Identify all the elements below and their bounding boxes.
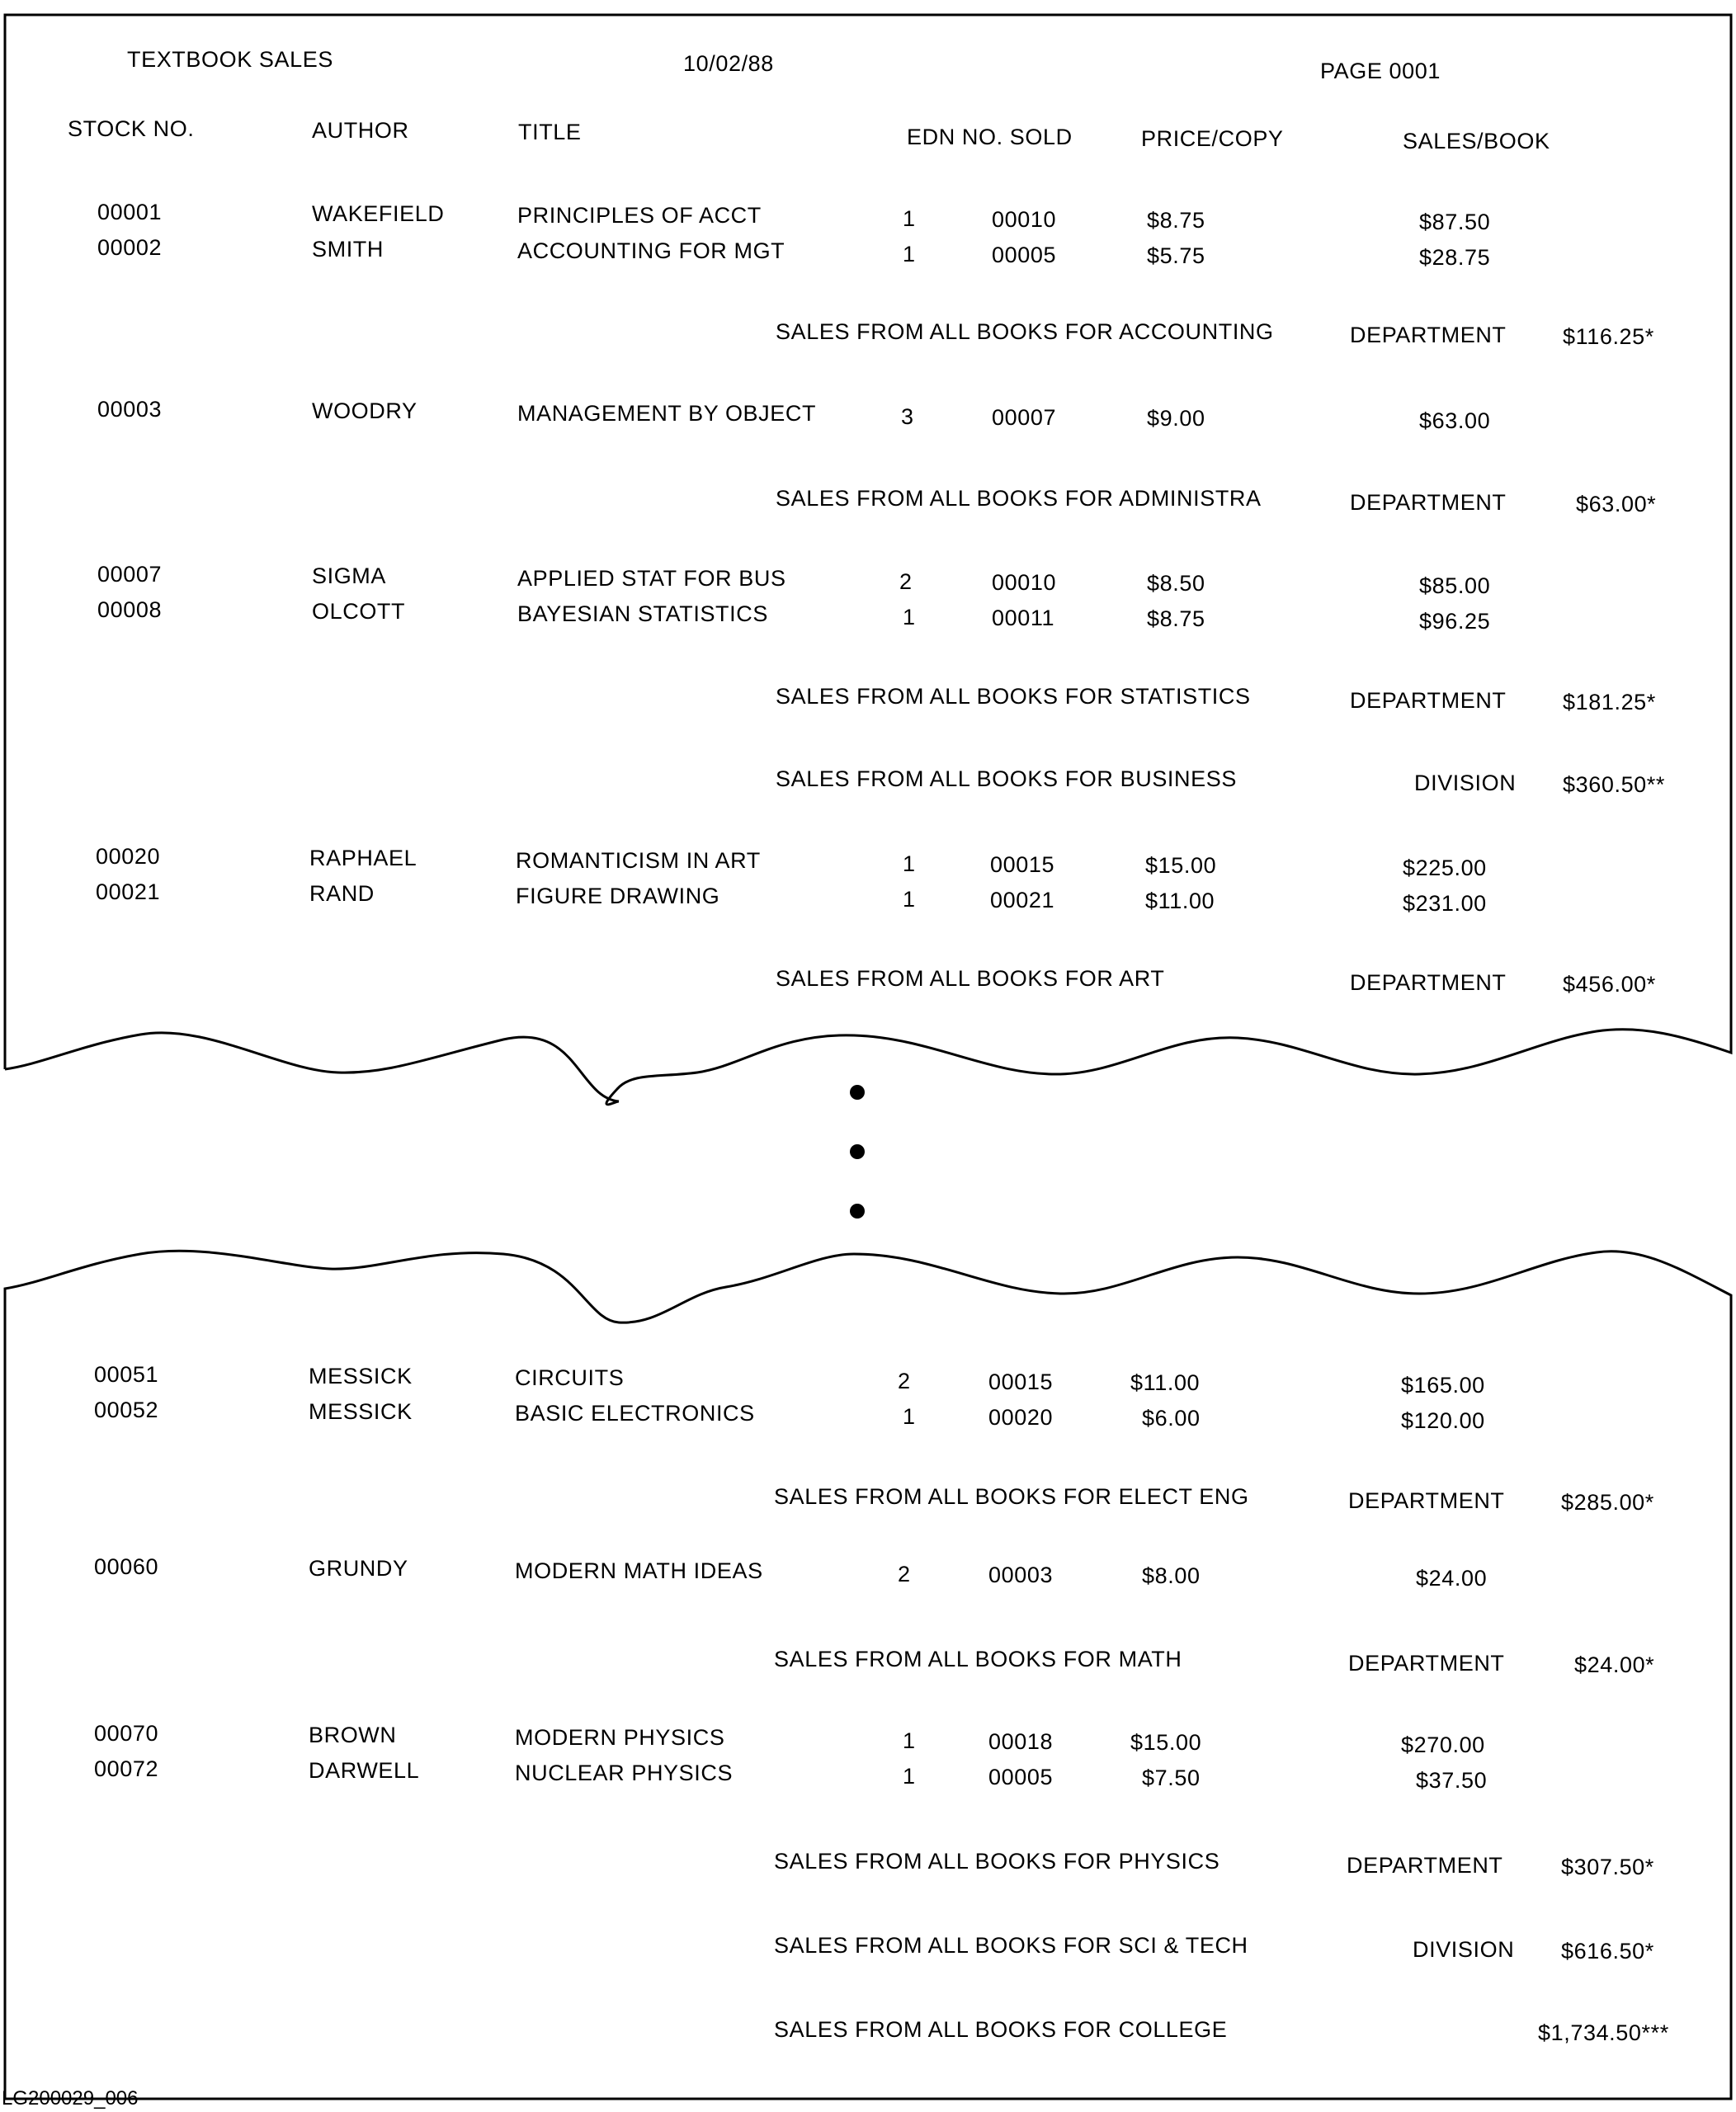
subtotal-level: DEPARTMENT [1347, 1853, 1503, 1878]
row-stock: 00008 [97, 597, 163, 622]
row-edn: 1 [903, 851, 916, 876]
row-title: CIRCUITS [515, 1365, 625, 1390]
row-author: BROWN [309, 1723, 397, 1747]
report-date: 10/02/88 [683, 51, 774, 76]
subtotal-amount: $181.25* [1563, 690, 1656, 714]
row-author: DARWELL [309, 1758, 420, 1783]
row-sold: 00005 [992, 243, 1057, 267]
row-sales: $165.00 [1401, 1373, 1485, 1398]
row-edn: 2 [899, 569, 913, 594]
row-edn: 2 [898, 1562, 911, 1586]
row-edn: 1 [903, 242, 916, 266]
subtotal-amount: $360.50** [1563, 772, 1666, 797]
row-price: $15.00 [1145, 853, 1217, 878]
row-sold: 00015 [988, 1370, 1054, 1394]
row-author: WAKEFIELD [312, 201, 445, 226]
row-edn: 2 [898, 1369, 911, 1393]
row-title: BASIC ELECTRONICS [515, 1401, 755, 1426]
row-edn: 1 [903, 1764, 916, 1789]
subtotal-level: DEPARTMENT [1350, 970, 1507, 995]
row-sales: $28.75 [1419, 245, 1491, 270]
row-sales: $96.25 [1419, 609, 1491, 634]
row-edn: 1 [903, 887, 916, 912]
row-sales: $120.00 [1401, 1408, 1485, 1433]
row-title: PRINCIPLES OF ACCT [517, 203, 762, 228]
row-author: OLCOTT [312, 599, 406, 624]
subtotal-level: DEPARTMENT [1350, 688, 1507, 713]
row-sales: $231.00 [1403, 891, 1487, 916]
row-edn: 1 [903, 1404, 916, 1429]
row-stock: 00052 [94, 1398, 159, 1422]
row-sold: 00007 [992, 405, 1057, 430]
row-stock: 00021 [96, 879, 161, 904]
row-sold: 00021 [990, 888, 1055, 912]
row-title: BAYESIAN STATISTICS [517, 601, 768, 626]
subtotal-amount: $456.00* [1563, 972, 1656, 997]
subtotal-level: DIVISION [1413, 1937, 1515, 1962]
grand-total-label: SALES FROM ALL BOOKS FOR COLLEGE [774, 2017, 1228, 2042]
subtotal-level: DEPARTMENT [1348, 1651, 1505, 1676]
ellipsis-dot [850, 1144, 865, 1159]
row-author: GRUNDY [309, 1556, 408, 1581]
subtotal-label: SALES FROM ALL BOOKS FOR ACCOUNTING [776, 319, 1274, 344]
subtotal-level: DEPARTMENT [1350, 323, 1507, 347]
row-price: $11.00 [1145, 889, 1215, 913]
row-edn: 1 [903, 1728, 916, 1753]
row-stock: 00060 [94, 1554, 159, 1579]
row-stock: 00070 [94, 1721, 159, 1746]
row-edn: 1 [903, 605, 916, 629]
row-price: $9.00 [1147, 406, 1205, 431]
subtotal-label: SALES FROM ALL BOOKS FOR BUSINESS [776, 766, 1237, 791]
top-sheet-outline [5, 15, 1731, 1105]
header-edn-no-sold: EDN NO. SOLD [907, 125, 1073, 149]
row-title: NUCLEAR PHYSICS [515, 1761, 734, 1785]
row-sold: 00010 [992, 207, 1057, 232]
row-author: MESSICK [309, 1399, 413, 1424]
grand-total-amount: $1,734.50*** [1538, 2020, 1669, 2045]
row-title: ACCOUNTING FOR MGT [517, 238, 785, 263]
header-price-copy: PRICE/COPY [1141, 126, 1284, 151]
row-stock: 00051 [94, 1362, 159, 1387]
subtotal-amount: $307.50* [1561, 1855, 1654, 1879]
row-sales: $225.00 [1403, 856, 1487, 880]
row-price: $5.75 [1147, 243, 1205, 268]
subtotal-label: SALES FROM ALL BOOKS FOR ADMINISTRA [776, 486, 1262, 511]
row-author: RAND [309, 881, 375, 906]
subtotal-amount: $285.00* [1561, 1490, 1654, 1515]
row-stock: 00007 [97, 562, 163, 587]
subtotal-label: SALES FROM ALL BOOKS FOR SCI & TECH [774, 1933, 1248, 1958]
subtotal-label: SALES FROM ALL BOOKS FOR PHYSICS [774, 1849, 1220, 1874]
row-author: MESSICK [309, 1364, 413, 1388]
subtotal-label: SALES FROM ALL BOOKS FOR ART [776, 966, 1165, 991]
row-sales: $85.00 [1419, 573, 1491, 598]
subtotal-label: SALES FROM ALL BOOKS FOR STATISTICS [776, 684, 1251, 709]
row-stock: 00003 [97, 397, 163, 422]
row-sales: $37.50 [1416, 1768, 1488, 1793]
row-edn: 1 [903, 206, 916, 231]
row-author: SIGMA [312, 563, 387, 588]
row-author: SMITH [312, 237, 384, 262]
header-title: TITLE [518, 120, 582, 144]
page-number: PAGE 0001 [1320, 59, 1441, 83]
row-price: $8.00 [1142, 1563, 1201, 1588]
row-sales: $24.00 [1416, 1566, 1488, 1591]
subtotal-label: SALES FROM ALL BOOKS FOR MATH [774, 1647, 1182, 1671]
row-price: $11.00 [1130, 1370, 1201, 1395]
row-title: MODERN MATH IDEAS [515, 1558, 763, 1583]
subtotal-amount: $24.00* [1574, 1652, 1655, 1677]
row-sold: 00018 [988, 1729, 1054, 1754]
header-sales-book: SALES/BOOK [1403, 129, 1550, 153]
report-title: TEXTBOOK SALES [127, 47, 333, 72]
subtotal-amount: $616.50* [1561, 1939, 1654, 1964]
row-sold: 00005 [988, 1765, 1054, 1789]
row-author: WOODRY [312, 398, 417, 423]
row-title: MODERN PHYSICS [515, 1725, 725, 1750]
row-sales: $63.00 [1419, 408, 1491, 433]
ellipsis-dot [850, 1085, 865, 1100]
row-sold: 00003 [988, 1563, 1054, 1587]
subtotal-amount: $116.25* [1563, 324, 1654, 349]
row-sales: $87.50 [1419, 210, 1491, 234]
row-price: $15.00 [1130, 1730, 1202, 1755]
row-stock: 00001 [97, 200, 163, 224]
subtotal-level: DEPARTMENT [1348, 1488, 1505, 1513]
row-price: $8.75 [1147, 208, 1205, 233]
row-price: $7.50 [1142, 1766, 1201, 1790]
row-stock: 00002 [97, 235, 163, 260]
row-price: $8.50 [1147, 571, 1205, 596]
subtotal-amount: $63.00* [1576, 492, 1657, 516]
row-title: FIGURE DRAWING [516, 884, 720, 908]
row-sales: $270.00 [1401, 1732, 1485, 1757]
row-title: APPLIED STAT FOR BUS [517, 566, 786, 591]
subtotal-level: DIVISION [1414, 771, 1517, 795]
row-sold: 00015 [990, 852, 1055, 877]
figure-id: LG200029_006 [2, 2087, 139, 2110]
row-sold: 00011 [992, 606, 1055, 630]
row-edn: 3 [901, 404, 914, 429]
row-author: RAPHAEL [309, 846, 417, 870]
row-title: ROMANTICISM IN ART [516, 848, 761, 873]
row-stock: 00072 [94, 1756, 159, 1781]
row-price: $8.75 [1147, 606, 1205, 631]
row-price: $6.00 [1142, 1406, 1201, 1431]
row-sold: 00020 [988, 1405, 1054, 1430]
header-stock-no: STOCK NO. [68, 116, 195, 141]
row-stock: 00020 [96, 844, 161, 869]
row-sold: 00010 [992, 570, 1057, 595]
subtotal-level: DEPARTMENT [1350, 490, 1507, 515]
ellipsis-dot [850, 1204, 865, 1219]
row-title: MANAGEMENT BY OBJECT [517, 401, 817, 426]
subtotal-label: SALES FROM ALL BOOKS FOR ELECT ENG [774, 1484, 1249, 1509]
header-author: AUTHOR [312, 118, 409, 143]
